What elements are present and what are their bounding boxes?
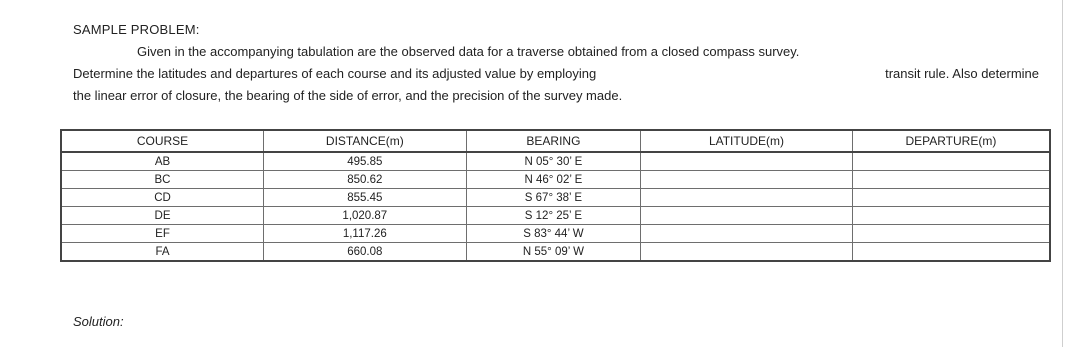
table-row <box>61 152 1050 171</box>
cell-bearing: N 55° 09’ W <box>466 243 641 262</box>
statement-line-1-text: Given in the accompanying tabulation are the observed data for a traverse obtained from a closed compass survey. <box>137 44 800 59</box>
cell-course: BC <box>61 171 264 189</box>
problem-statement <box>73 41 1039 107</box>
header-departure: DEPARTURE(m) <box>852 130 1050 152</box>
header-distance: DISTANCE(m) <box>264 130 467 152</box>
solution-label: Solution: <box>73 314 124 329</box>
cell-distance: 1,117.26 <box>264 225 467 243</box>
table-row <box>61 207 1050 225</box>
cell-latitude <box>641 171 853 189</box>
traverse-data-table <box>60 129 1051 262</box>
table-row <box>61 189 1050 207</box>
table-row <box>61 171 1050 189</box>
cell-latitude <box>641 152 853 171</box>
header-latitude: LATITUDE(m) <box>641 130 853 152</box>
cell-bearing: S 83° 44’ W <box>466 225 641 243</box>
cell-distance: 1,020.87 <box>264 207 467 225</box>
cell-latitude <box>641 243 853 262</box>
statement-line-2-right: transit rule. Also determine <box>885 66 1039 81</box>
header-bearing: BEARING <box>466 130 641 152</box>
cell-bearing: N 05° 30’ E <box>466 152 641 171</box>
header-course: COURSE <box>61 130 264 152</box>
statement-line-3 <box>73 85 1039 107</box>
cell-distance: 855.45 <box>264 189 467 207</box>
cell-departure <box>852 189 1050 207</box>
cell-departure <box>852 171 1050 189</box>
statement-line-2-left: Determine the latitudes and departures of each course and its adjusted value by employing <box>73 66 597 81</box>
cell-course: AB <box>61 152 264 171</box>
cell-departure <box>852 207 1050 225</box>
table-row <box>61 225 1050 243</box>
problem-heading: SAMPLE PROBLEM: <box>73 22 200 37</box>
cell-course: DE <box>61 207 264 225</box>
statement-line-1 <box>73 41 1039 63</box>
cell-departure <box>852 152 1050 171</box>
cell-latitude <box>641 207 853 225</box>
cell-departure <box>852 225 1050 243</box>
statement-line-3-text: the linear error of closure, the bearing of the side of error, and the precision of the survey made. <box>73 88 623 103</box>
cell-bearing: S 67° 38’ E <box>466 189 641 207</box>
cell-course: CD <box>61 189 264 207</box>
cell-distance: 495.85 <box>264 152 467 171</box>
cell-distance: 660.08 <box>264 243 467 262</box>
cell-latitude <box>641 189 853 207</box>
table-header-row <box>61 130 1050 152</box>
cell-latitude <box>641 225 853 243</box>
cell-course: EF <box>61 225 264 243</box>
statement-line-2 <box>73 63 1039 85</box>
cell-bearing: N 46° 02’ E <box>466 171 641 189</box>
cell-bearing: S 12° 25’ E <box>466 207 641 225</box>
cell-course: FA <box>61 243 264 262</box>
table-row <box>61 243 1050 262</box>
cell-departure <box>852 243 1050 262</box>
cell-distance: 850.62 <box>264 171 467 189</box>
